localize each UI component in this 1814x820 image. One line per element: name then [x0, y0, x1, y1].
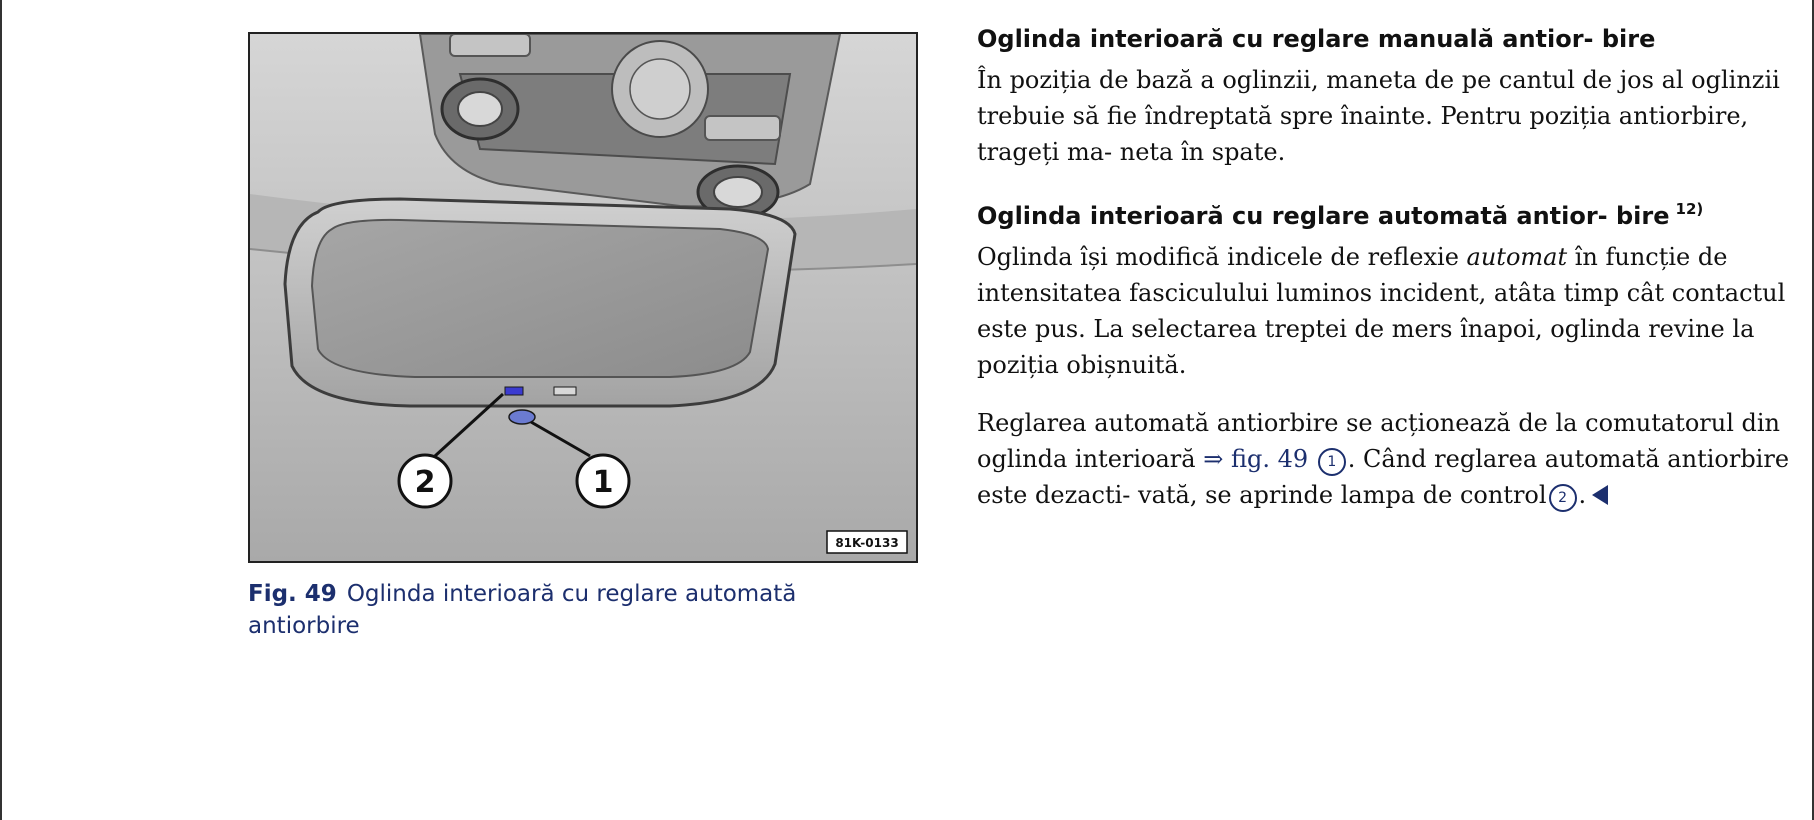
section-heading-manual-text: Oglinda interioară cu reglare manuală antior- bire — [977, 25, 1656, 53]
caption-label: Fig. 49 — [248, 581, 337, 607]
page-edge-left — [0, 0, 2, 820]
figure-49-illustration — [248, 32, 918, 563]
section-heading-manual — [977, 22, 1797, 56]
control-text-middle: . Când reglarea automată antiorbire este dezacti- vată, se aprinde lampa de control — [977, 445, 1790, 509]
control-text-end: . — [1578, 481, 1587, 509]
ref-callout-1: 1 — [1318, 448, 1346, 476]
figure-caption — [248, 578, 888, 642]
arrow-icon: ⇒ — [1203, 445, 1224, 473]
body-part-1: Oglinda își modifică indicele de reflexie — [977, 243, 1467, 271]
figure-reference-link[interactable]: fig. 49 — [1230, 445, 1309, 473]
section-heading-automatic-text: Oglinda interioară cu reglare automată antior- bire — [977, 202, 1670, 230]
section-body-control — [977, 405, 1797, 513]
text-column — [977, 22, 1797, 513]
body-part-2: în funcție de intensitatea fasciculului luminos incident, atâta timp cât contactul este pus. La selectarea treptei de mers înapoi, oglinda revine la poziția obișnuită. — [977, 243, 1786, 379]
ref-callout-2: 2 — [1549, 484, 1577, 512]
callout-2: 2 — [414, 465, 436, 500]
footnote-ref: 12) — [1675, 200, 1704, 218]
section-body-manual: În poziția de bază a oglinzii, maneta de pe cantul de jos al oglinzii trebuie să fie îndreptată spre înainte. Pentru poziția antiorbire, trageți ma- neta în spate. — [977, 66, 1780, 166]
callout-1: 1 — [592, 465, 614, 500]
section-body-automatic — [977, 239, 1797, 383]
control-text-start: Reglarea automată antiorbire se acționează de la comutatorul din oglinda interioară — [977, 409, 1781, 473]
figure-code: 81K-0133 — [835, 536, 899, 550]
section-heading-automatic — [977, 192, 1797, 233]
body-italic: automat — [1466, 243, 1568, 271]
caption-text: Oglinda interioară cu reglare automată antiorbire — [248, 581, 797, 639]
end-of-section-icon — [1592, 485, 1608, 505]
mirror-illustration — [250, 34, 916, 561]
